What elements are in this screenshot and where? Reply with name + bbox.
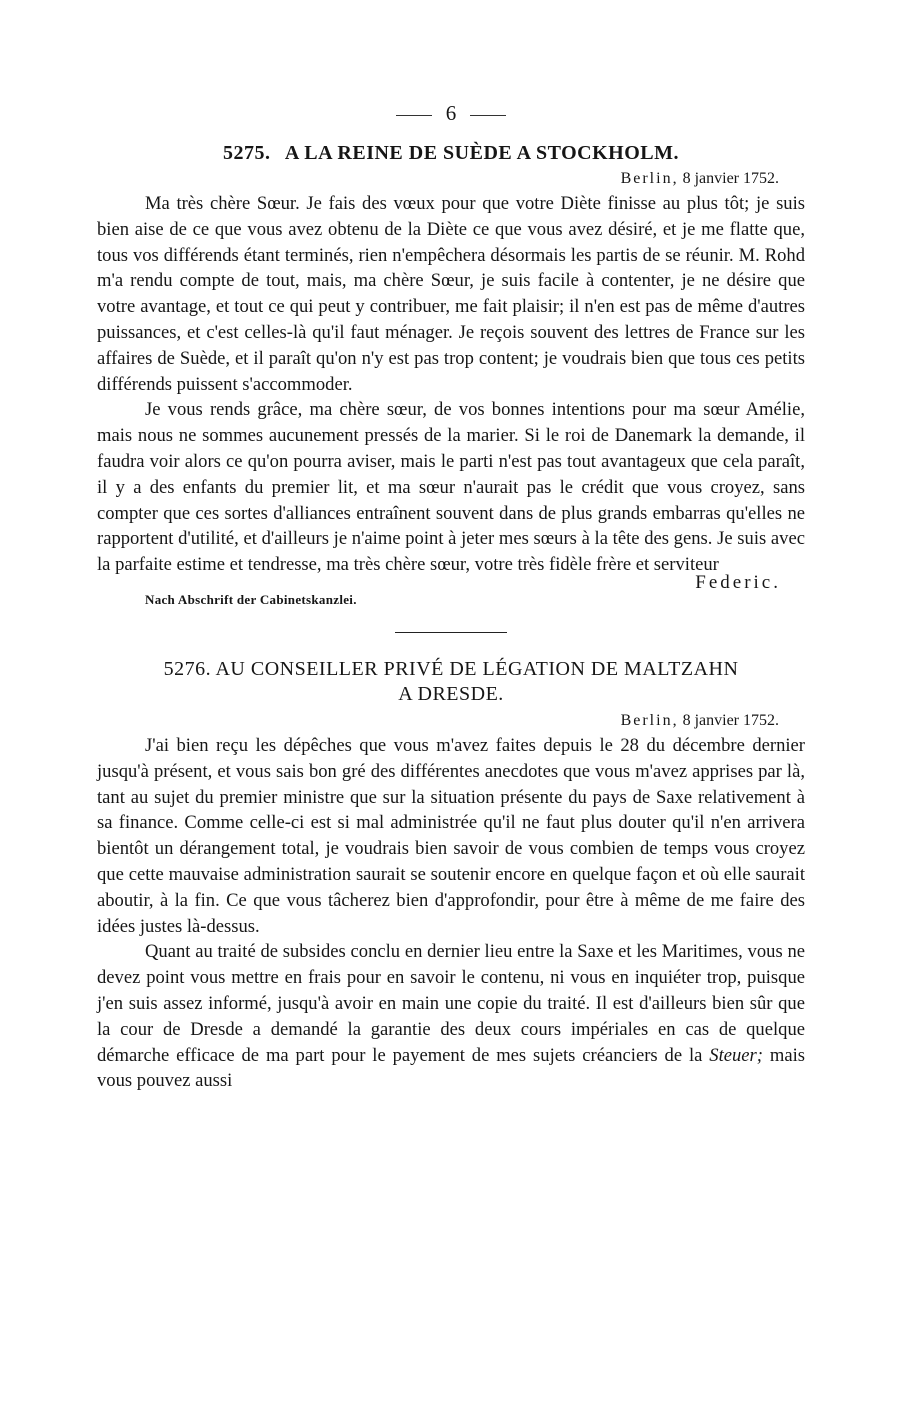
document-page bbox=[97, 95, 805, 1094]
letter-5276-dateline bbox=[97, 709, 805, 733]
italic-term: Steuer; bbox=[709, 1044, 763, 1066]
letter-5275-paragraph-2: Je vous rends grâce, ma chère sœur, de vos bonnes intentions pour ma sœur Amélie, mais nous ne sommes aucunement pressés de la marier. Si le roi de Danemark la demande, il faudra voir alors ce qu'on pourra aviser, mais le parti n'est pas tout avantageux que cela paraît, il y a des enfants du premier lit, et ma sœur n'aurait pas le crédit que vous croyez, sans compter que ces sortes d'alliances entraînent souvent dans de plus grands embarras qu'elles ne rapportent d'utilité, et d'ailleurs je n'aime point à jeter mes sœurs à la tête des gens. Je suis avec la parfaite estime et tendresse, ma très chère sœur, votre très fidèle frère et serviteur bbox=[97, 399, 805, 576]
dateline-date: 8 janvier 1752. bbox=[682, 711, 779, 729]
dateline-date: 8 janvier 1752. bbox=[682, 170, 779, 187]
letter-5275-closing bbox=[97, 571, 805, 618]
source-note: Nach Abschrift der Cabinetskanzlei. bbox=[145, 591, 357, 607]
signature: Federic. bbox=[695, 571, 781, 593]
dateline-place: Berlin, bbox=[620, 170, 679, 187]
letter-title-main: AU CONSEILLER PRIVÉ DE LÉGATION DE MALTZAHN bbox=[215, 657, 739, 680]
letter-5275-paragraph-1: Ma très chère Sœur. Je fais des vœux pour que votre Diète finisse au plus tôt; je suis bien aise de ce que vous avez obtenu de la Diète ce que vous avez désiré, et je me flatte que, tous vos différends étant terminés, rien n'empêchera désormais les partis de se réunir. M. Rohd m'a rendu compte de tout, mais, ma chère Sœur, je suis facile à contenter, je ne désire que votre avantage, et tout ce qui peut y contribuer, me fait plaisir; il n'en est pas de même d'autres puissances, et c'est celles-là qu'il faut ménager. Je reçois souvent des lettres de France sur les affaires de Suède, et il paraît qu'on n'y est pas trop content; je voudrais bien que tous ces petits différends puissent s'accommoder. bbox=[97, 193, 805, 395]
letter-title: A LA REINE DE SUÈDE A STOCKHOLM. bbox=[284, 142, 679, 164]
letter-title-line-2: A DRESDE. bbox=[398, 682, 504, 705]
paragraph-text-end: mais vous pouvez aussi bbox=[97, 1044, 805, 1092]
letter-title-line-1 bbox=[97, 657, 805, 682]
letter-5276-heading bbox=[97, 657, 805, 707]
page-number bbox=[97, 95, 805, 131]
section-divider bbox=[395, 632, 507, 633]
letter-5275-heading bbox=[97, 141, 805, 165]
dateline-place: Berlin, bbox=[620, 711, 679, 729]
page-number-rule-left bbox=[396, 115, 432, 116]
page-number-text: 6 bbox=[445, 101, 457, 125]
page-number-rule-right bbox=[470, 115, 506, 116]
paragraph-text: Quant au traité de subsides conclu en dernier lieu entre la Saxe et les Maritimes, vous ne devez point vous mettre en frais pour en savoir le contenu, ni vous en inquiéter trop, puisque j'en suis assez informé, jusqu'à avoir en main une copie du traité. Il est d'ailleurs bien sûr que la cour de Dresde a demandé la garantie des deux cours impériales en cas de quelque démarche efficace de ma part pour le payement de mes sujets créanciers de la bbox=[97, 941, 805, 1066]
letter-number: 5275. bbox=[223, 142, 271, 164]
letter-5275-dateline bbox=[97, 167, 805, 191]
letter-number: 5276. bbox=[163, 657, 212, 680]
letter-5276-paragraph-1: J'ai bien reçu les dépêches que vous m'avez faites depuis le 28 du décembre dernier jusqu'à présent, et vous sais bon gré des différentes anecdotes que vous m'avez apprises par là, tant au sujet du premier ministre que sur la situation présente du pays de Saxe relativement à sa finance. Comme celle-ci est si mal administrée qu'il ne faut plus douter qu'il n'en arrivera bientôt un dérangement total, je voudrais bien savoir de vous combien de temps vous croyez que cette mauvaise administration saurait se soutenir encore en quelque façon et où elle saurait aboutir, à la fin. Ce que vous tâcherez bien d'approfondir, pour être à même de me faire des idées justes là-dessus. bbox=[97, 734, 805, 937]
letter-5276-paragraph-2 bbox=[97, 939, 805, 1094]
